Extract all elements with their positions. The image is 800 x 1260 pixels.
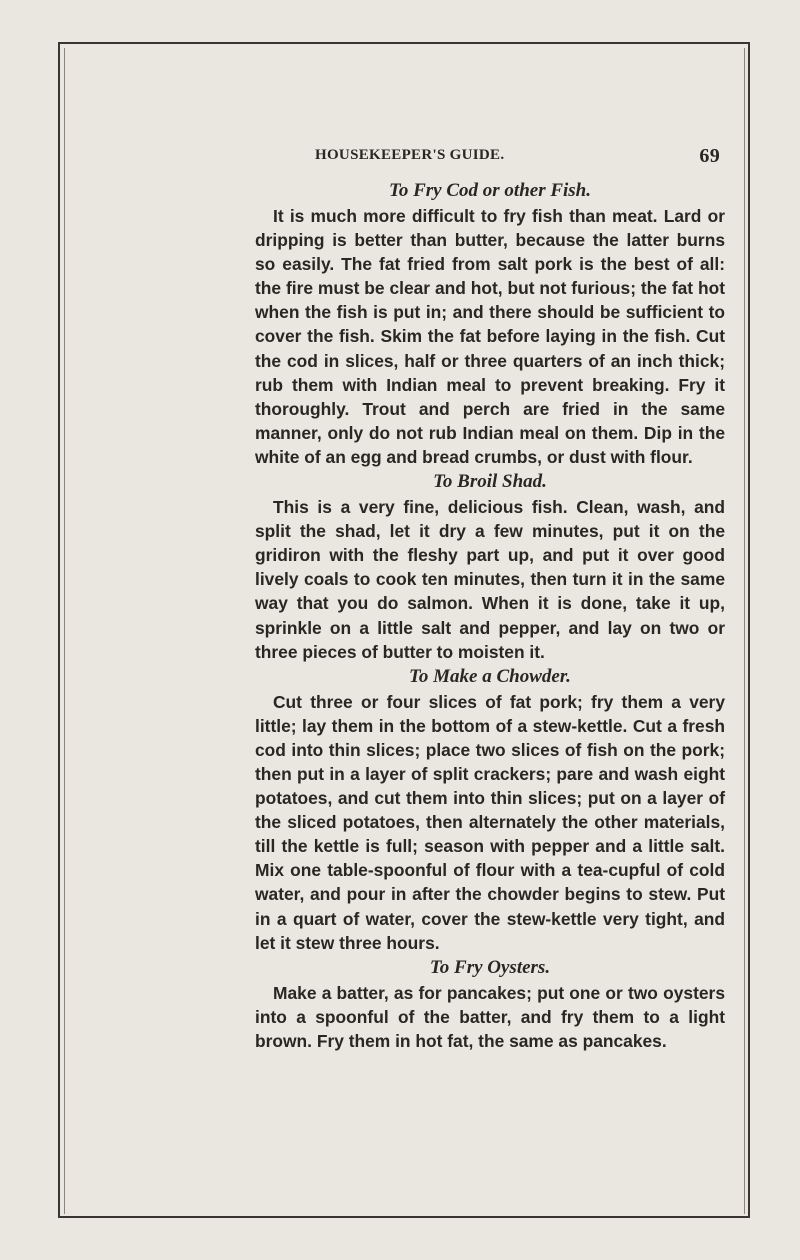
section-heading: To Fry Cod or other Fish. [388,180,591,201]
section-heading: To Broil Shad. [433,471,547,493]
section-text: Cut three or four slices of fat pork; fry them a very little; lay them in the bottom of a stew-kettle. Cut a fresh cod into thin slices; place two slices of fish on the pork; then put in a layer of split crackers; pare and wash eight potatoes, and cut them into thin slices; put on a layer of the sliced potatoes, then alternately the other materials, till the kettle is full; season with pepper and a little salt. Mix one table-spoonful of flour with a tea-cupful of cold water, and pour in after the chowder begins to stew. Put in a quart of water, cover the stew-kettle very tight, and let it stew three hours. [255,691,725,953]
section-text: This is a very fine, delicious fish. Clean, wash, and split the shad, let it dry a few minutes, put it on the gridiron with the fleshy part up, and put it over good lively coals to cook ten minutes, then turn it in the same way that you do salmon. When it is done, take it up, sprinkle on a little salt and pepper, and lay on two or three pieces of butter to moisten it. [255,497,725,662]
page-number: 69 [699,145,720,167]
section-text: Make a batter, as for pancakes; put one or two oysters into a spoonful of the batter, and fry them to a light brown. Fry them in hot fat, the same as pancakes. [255,982,725,1051]
page-border-right [748,42,750,1218]
running-head [315,145,720,167]
page-border-bottom [58,1216,750,1218]
page-body [255,178,725,1053]
page-border-top [58,42,750,44]
running-head-title: HOUSEKEEPER'S GUIDE. [315,147,505,163]
section-heading: To Fry Oysters. [429,956,551,978]
page-rule-right [744,48,745,1214]
section-text: It is much more difficult to fry fish than meat. Lard or dripping is better than butter, because the latter burns so easily. The fat fried from salt pork is the best of all: the fire must be clear and hot, but not furious; the fat hot when the fish is put in; and there should be sufficient to cover the fish. Skim the fat before laying in the fish. Cut the cod in slices, half or three quarters of an inch thick; rub them with Indian meal to prevent breaking. Fry it thoroughly. Trout and perch are fried in the same manner, only do not rub Indian meal on them. Dip in the white of an egg and bread crumbs, or dust with flour. [255,206,725,467]
page-rule-left [64,48,65,1214]
section-heading: To Make a Chowder. [409,665,571,687]
page-border-left [58,42,60,1218]
